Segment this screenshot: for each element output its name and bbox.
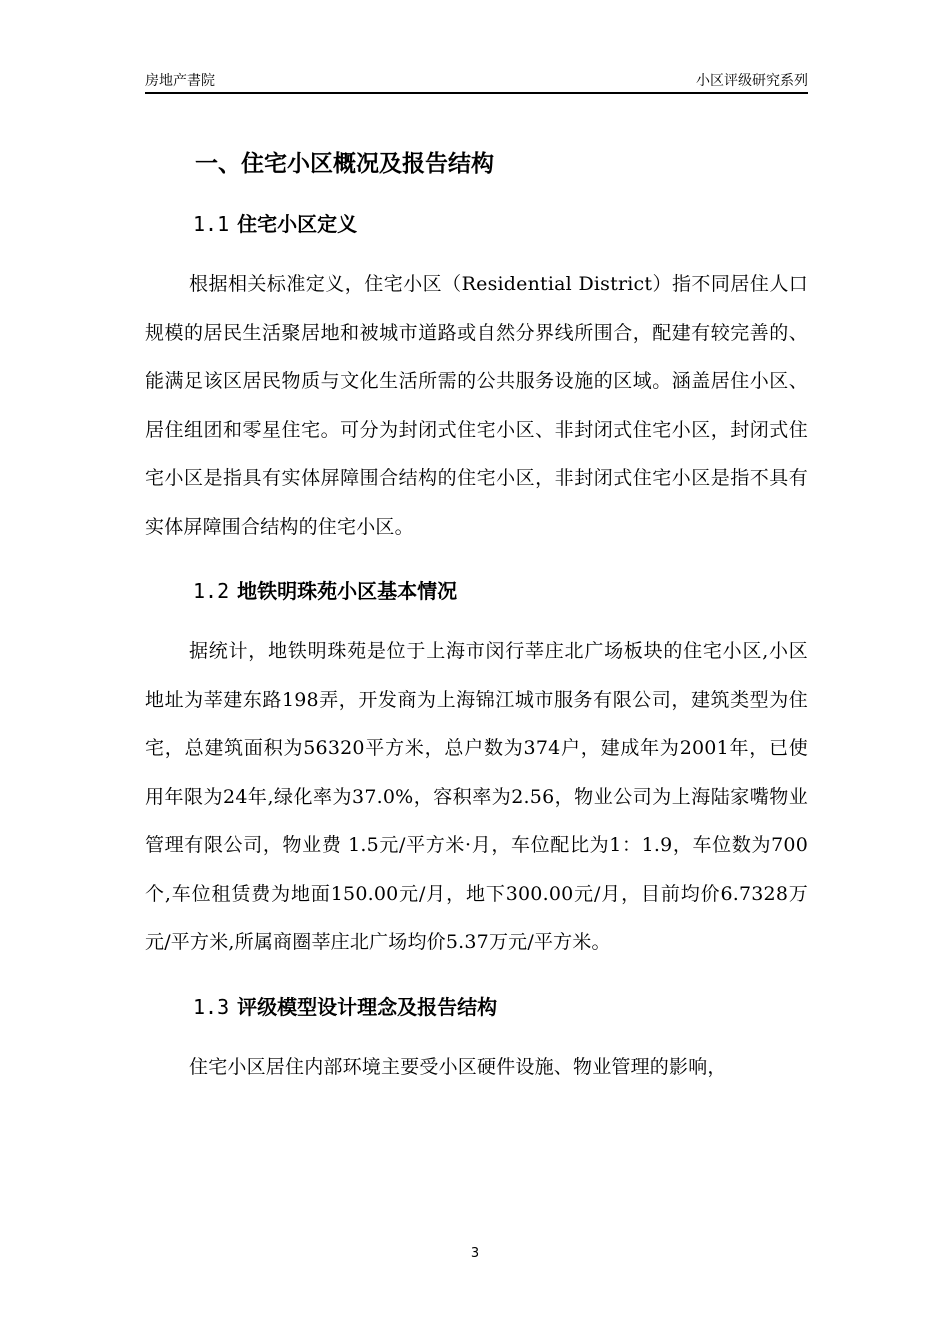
header-right-text: 小区评级研究系列 <box>696 73 808 89</box>
heading-1-3-title: 评级模型设计理念及报告结构 <box>237 994 498 1019</box>
heading-1-1 <box>145 204 808 244</box>
heading-1-2-number: 1.2 <box>193 579 230 603</box>
heading-1-3-number: 1.3 <box>193 994 230 1019</box>
page-header <box>145 66 808 94</box>
header-left-text: 房地产書院 <box>145 73 215 89</box>
heading-1-3 <box>145 987 808 1027</box>
section-1-title: 一、住宅小区概况及报告结构 <box>195 150 494 177</box>
page-number: 3 <box>470 1246 480 1261</box>
heading-1-2 <box>145 571 808 611</box>
document-body <box>145 140 808 1091</box>
paragraph-1-3: 住宅小区居住内部环境主要受小区硬件设施、物业管理的影响， <box>189 1055 727 1078</box>
heading-1-1-number: 1.1 <box>193 212 230 236</box>
heading-1-1-title: 住宅小区定义 <box>237 212 358 236</box>
paragraph-1-2: 据统计，地铁明珠苑是位于上海市闵行莘庄北广场板块的住宅小区,小区地址为莘建东路198弄，开发商为上海锦江城市服务有限公司，建筑类型为住宅，总建筑面积为56320平方米，总户数为374户，建成年为2001年，已使用年限为24年,绿化率为37.0%，容积率为2.56，物业公司为上海陆家嘴物业管理有限公司，物业费 1.5元/平方米·月，车位配比为1：1.9，车位数为700个,车位租赁费为地面150.00元/月，地下300.00元/月，目前均价6.7328万元/平方米,所属商圈莘庄北广场均价5.37万元/平方米。 <box>145 640 808 953</box>
paragraph-1-1: 根据相关标准定义，住宅小区（Residential District）指不同居住人口规模的居民生活聚居地和被城市道路或自然分界线所围合，配建有较完善的、能满足该区居民物质与文化生活所需的公共服务设施的区域。涵盖居住小区、居住组团和零星住宅。可分为封闭式住宅小区、非封闭式住宅小区，封闭式住宅小区是指具有实体屏障围合结构的住宅小区，非封闭式住宅小区是指不具有实体屏障围合结构的住宅小区。 <box>145 273 808 538</box>
heading-1-2-title: 地铁明珠苑小区基本情况 <box>237 579 458 603</box>
